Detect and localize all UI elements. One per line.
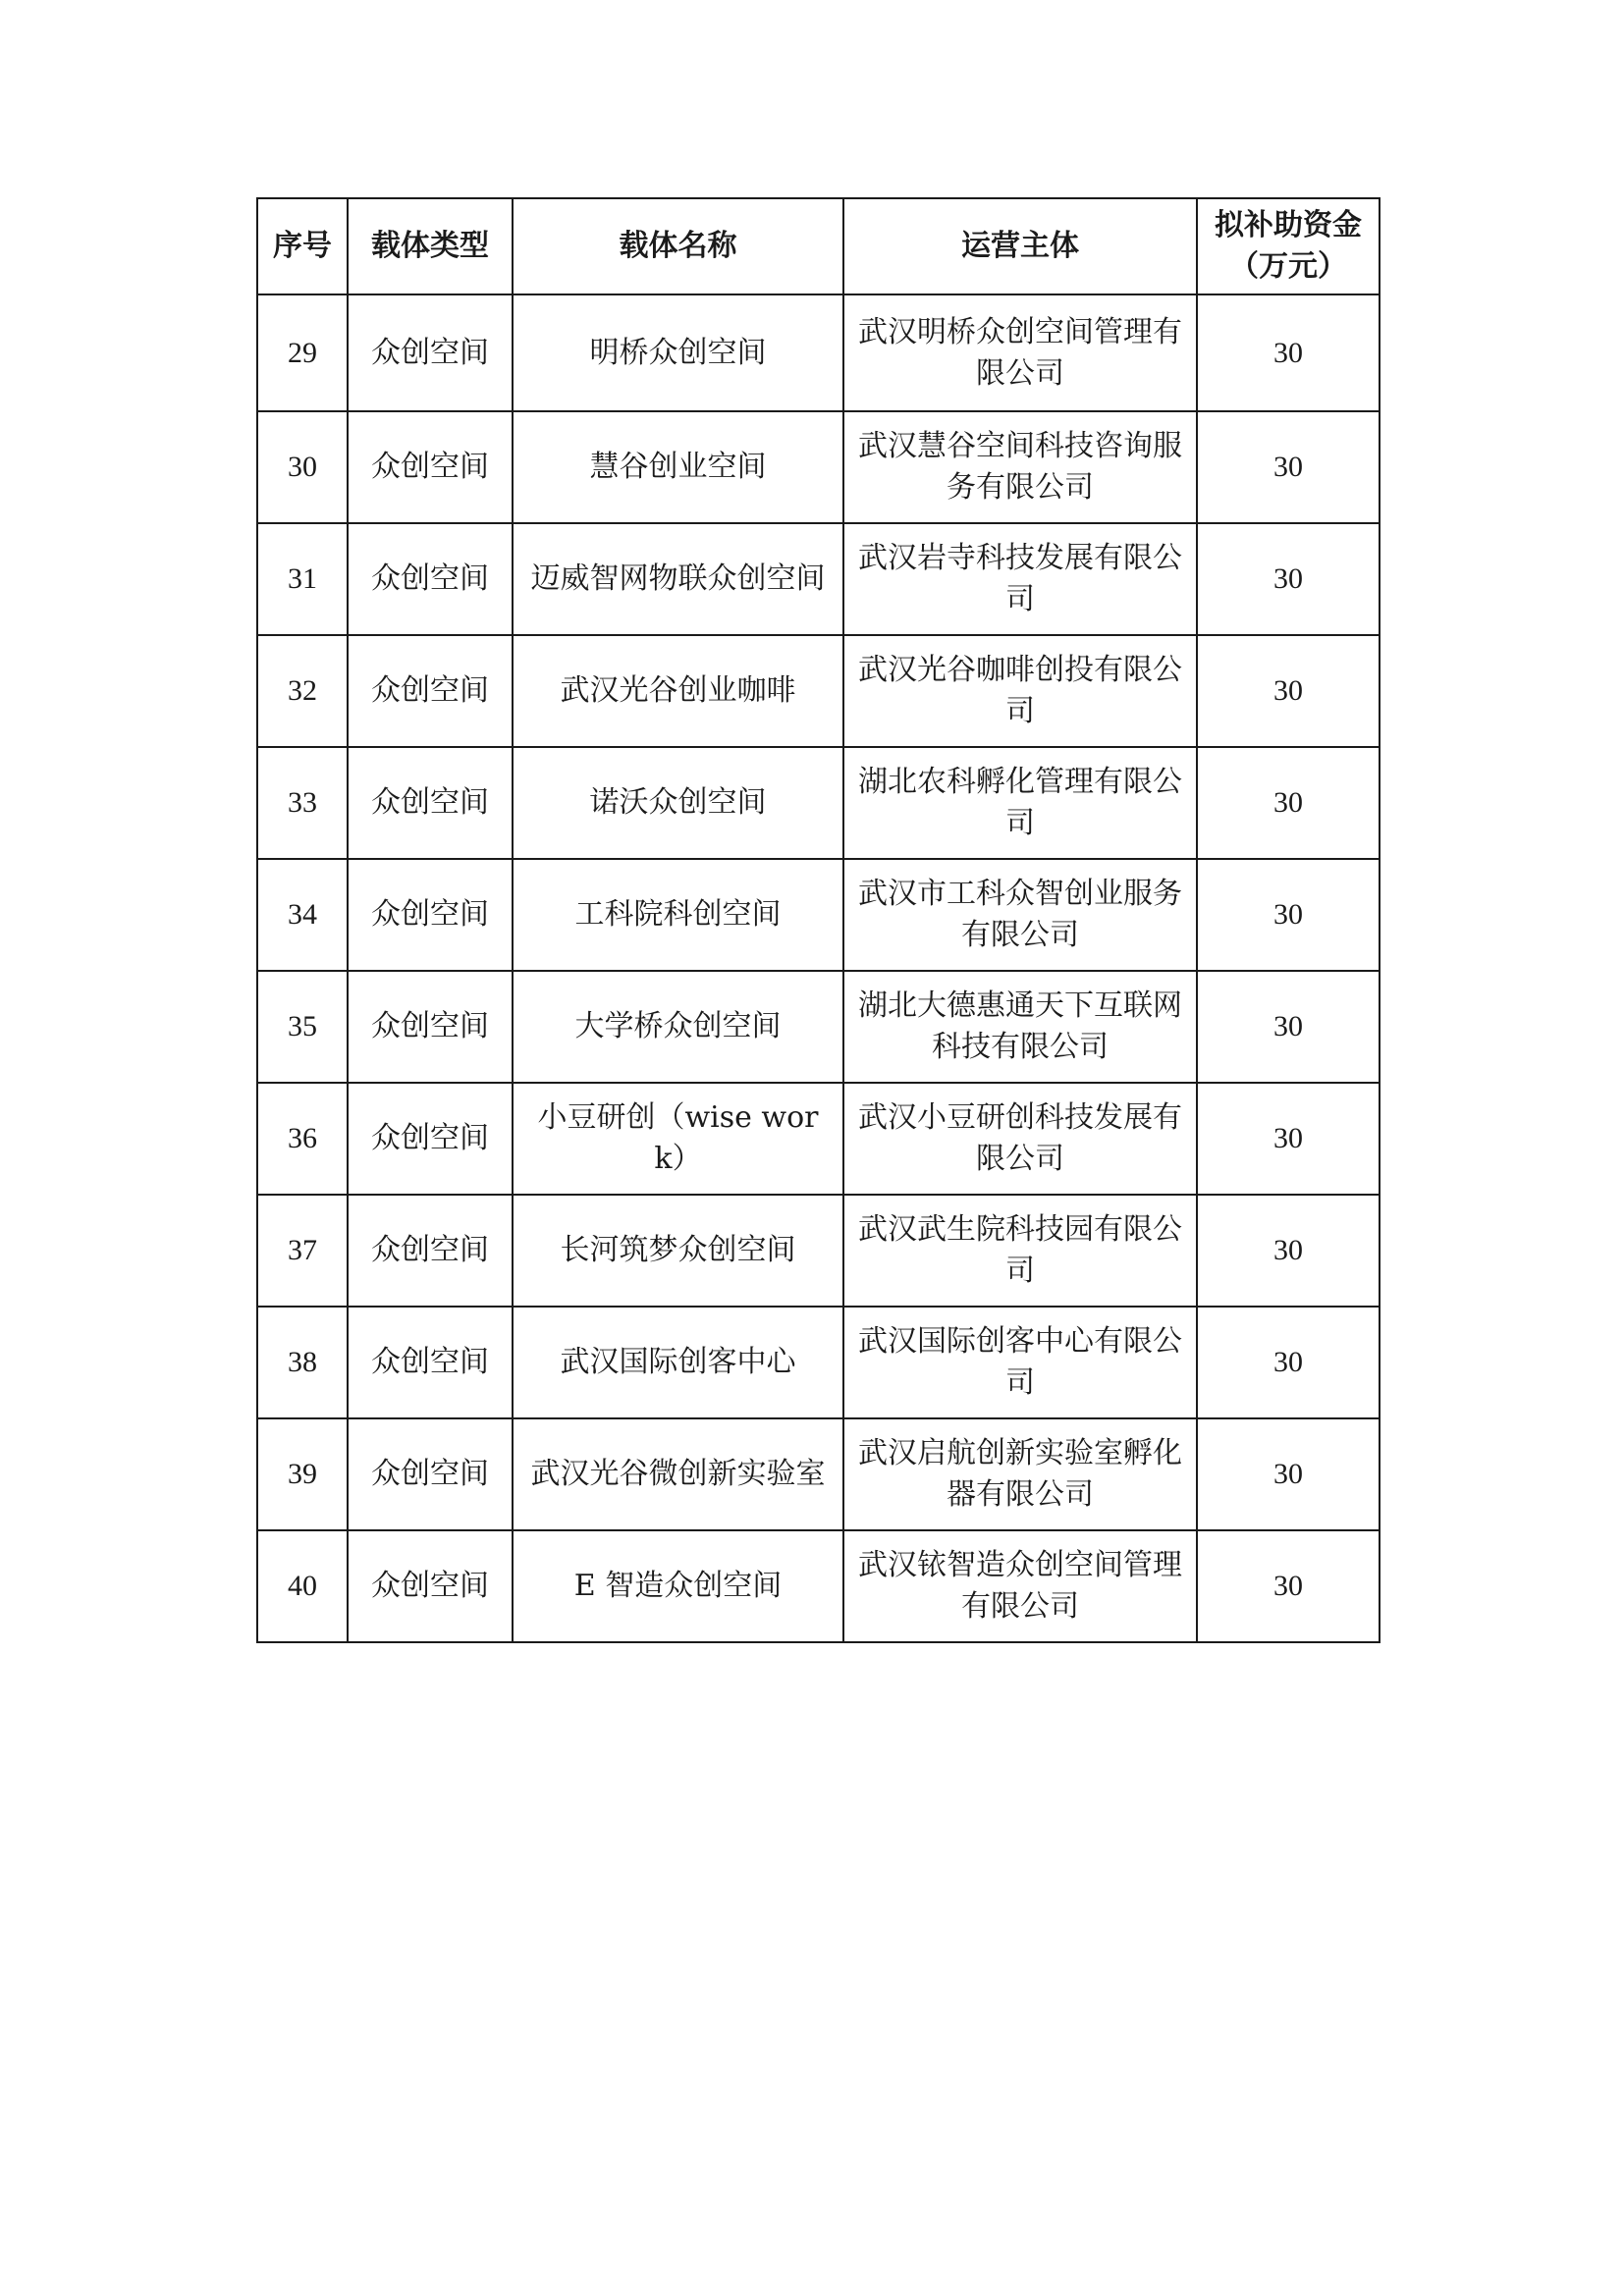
cell-carrier-name: 武汉国际创客中心 [513, 1307, 843, 1418]
cell-seq: 34 [257, 859, 348, 971]
cell-operator: 武汉武生院科技园有限公司 [843, 1195, 1197, 1307]
cell-carrier-name: 诺沃众创空间 [513, 747, 843, 859]
cell-operator: 武汉铱智造众创空间管理有限公司 [843, 1530, 1197, 1642]
cell-operator: 武汉小豆研创科技发展有限公司 [843, 1083, 1197, 1195]
cell-carrier-name: 慧谷创业空间 [513, 411, 843, 523]
cell-carrier-type: 众创空间 [348, 859, 513, 971]
table-row [257, 635, 1380, 747]
header-subsidy: 拟补助资金（万元） [1197, 198, 1380, 294]
cell-carrier-name: 明桥众创空间 [513, 294, 843, 411]
cell-operator: 湖北大德惠通天下互联网科技有限公司 [843, 971, 1197, 1083]
header-row [257, 198, 1380, 294]
header-carrier-type: 载体类型 [348, 198, 513, 294]
cell-carrier-name: 迈威智网物联众创空间 [513, 523, 843, 635]
cell-carrier-type: 众创空间 [348, 1195, 513, 1307]
cell-operator: 武汉国际创客中心有限公司 [843, 1307, 1197, 1418]
cell-carrier-type: 众创空间 [348, 747, 513, 859]
cell-carrier-type: 众创空间 [348, 1307, 513, 1418]
cell-subsidy: 30 [1197, 411, 1380, 523]
table-row [257, 294, 1380, 411]
cell-seq: 38 [257, 1307, 348, 1418]
table-row [257, 523, 1380, 635]
cell-seq: 37 [257, 1195, 348, 1307]
cell-subsidy: 30 [1197, 859, 1380, 971]
cell-operator: 武汉光谷咖啡创投有限公司 [843, 635, 1197, 747]
table-header [257, 198, 1380, 294]
cell-seq: 32 [257, 635, 348, 747]
cell-carrier-name: 工科院科创空间 [513, 859, 843, 971]
cell-carrier-type: 众创空间 [348, 635, 513, 747]
cell-carrier-type: 众创空间 [348, 971, 513, 1083]
cell-subsidy: 30 [1197, 1083, 1380, 1195]
header-carrier-name: 载体名称 [513, 198, 843, 294]
table-row [257, 1418, 1380, 1530]
cell-carrier-type: 众创空间 [348, 523, 513, 635]
cell-carrier-name: 大学桥众创空间 [513, 971, 843, 1083]
header-operator: 运营主体 [843, 198, 1197, 294]
cell-seq: 30 [257, 411, 348, 523]
table-body [257, 294, 1380, 1642]
cell-subsidy: 30 [1197, 747, 1380, 859]
cell-carrier-name: 武汉光谷创业咖啡 [513, 635, 843, 747]
subsidy-table [256, 197, 1380, 1643]
cell-seq: 36 [257, 1083, 348, 1195]
cell-carrier-type: 众创空间 [348, 411, 513, 523]
header-seq: 序号 [257, 198, 348, 294]
cell-seq: 40 [257, 1530, 348, 1642]
table-row [257, 1307, 1380, 1418]
cell-seq: 39 [257, 1418, 348, 1530]
cell-carrier-type: 众创空间 [348, 294, 513, 411]
table-row [257, 1530, 1380, 1642]
cell-operator: 武汉明桥众创空间管理有限公司 [843, 294, 1197, 411]
cell-operator: 武汉慧谷空间科技咨询服务有限公司 [843, 411, 1197, 523]
cell-subsidy: 30 [1197, 1195, 1380, 1307]
cell-carrier-name: 武汉光谷微创新实验室 [513, 1418, 843, 1530]
cell-subsidy: 30 [1197, 523, 1380, 635]
cell-seq: 29 [257, 294, 348, 411]
table-row [257, 411, 1380, 523]
cell-seq: 35 [257, 971, 348, 1083]
cell-carrier-type: 众创空间 [348, 1418, 513, 1530]
cell-seq: 33 [257, 747, 348, 859]
cell-operator: 武汉岩寺科技发展有限公司 [843, 523, 1197, 635]
cell-operator: 武汉市工科众智创业服务有限公司 [843, 859, 1197, 971]
cell-carrier-type: 众创空间 [348, 1530, 513, 1642]
table-row [257, 859, 1380, 971]
cell-carrier-name: E 智造众创空间 [513, 1530, 843, 1642]
cell-carrier-name: 长河筑梦众创空间 [513, 1195, 843, 1307]
cell-operator: 湖北农科孵化管理有限公司 [843, 747, 1197, 859]
cell-subsidy: 30 [1197, 1530, 1380, 1642]
table-row [257, 747, 1380, 859]
cell-subsidy: 30 [1197, 1307, 1380, 1418]
cell-carrier-type: 众创空间 [348, 1083, 513, 1195]
cell-subsidy: 30 [1197, 971, 1380, 1083]
cell-subsidy: 30 [1197, 635, 1380, 747]
cell-subsidy: 30 [1197, 1418, 1380, 1530]
cell-operator: 武汉启航创新实验室孵化器有限公司 [843, 1418, 1197, 1530]
table-row [257, 971, 1380, 1083]
table-row [257, 1195, 1380, 1307]
cell-subsidy: 30 [1197, 294, 1380, 411]
cell-seq: 31 [257, 523, 348, 635]
cell-carrier-name: 小豆研创（wise work） [513, 1083, 843, 1195]
table-row [257, 1083, 1380, 1195]
